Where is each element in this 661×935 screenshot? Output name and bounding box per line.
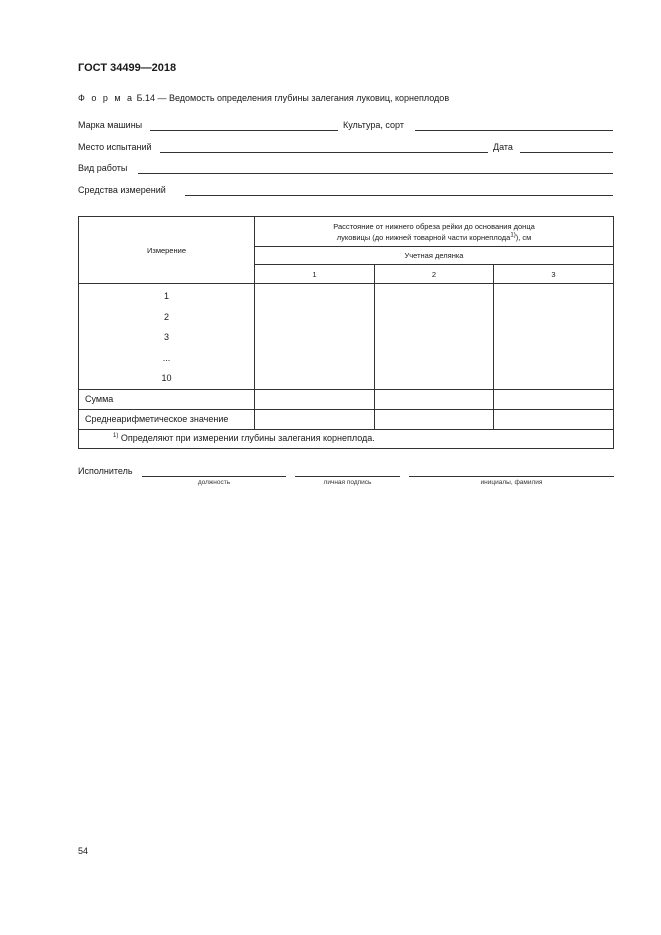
- date-label: Дата: [493, 142, 513, 152]
- plot-2-values-cell[interactable]: [375, 284, 494, 390]
- name-caption: инициалы, фамилия: [480, 479, 543, 486]
- footnote-mark: 1): [113, 433, 119, 439]
- test-place-label: Место испытаний: [78, 142, 152, 152]
- measurement-3: 3: [163, 332, 169, 342]
- distance-header: [255, 217, 614, 247]
- sum-plot-2-cell[interactable]: [375, 389, 494, 409]
- culture-line[interactable]: [415, 120, 613, 131]
- page-number: 54: [78, 846, 89, 856]
- signature-line[interactable]: [295, 466, 400, 477]
- plot-header: Учетная делянка: [255, 247, 614, 265]
- measuring-tools-label: Средства измерений: [78, 185, 166, 195]
- field-row-work-type: [78, 163, 613, 177]
- mean-plot-3-cell[interactable]: [494, 409, 614, 429]
- culture-label: Культура, сорт: [343, 120, 404, 130]
- name-line[interactable]: [409, 466, 614, 477]
- measurement-1: 1: [163, 291, 169, 301]
- position-line[interactable]: [142, 466, 286, 477]
- field-row-place-date: [78, 142, 613, 156]
- position-caption: должность: [197, 479, 231, 486]
- machine-brand-line[interactable]: [150, 120, 338, 131]
- mean-label: Среднеарифметическое значение: [79, 409, 255, 429]
- field-row-machine-culture: [78, 120, 613, 134]
- work-type-line[interactable]: [138, 163, 613, 174]
- plot-number-2: 2: [375, 265, 494, 284]
- field-row-measuring-tools: [78, 185, 613, 199]
- mean-plot-2-cell[interactable]: [375, 409, 494, 429]
- signature-caption: личная подпись: [323, 479, 372, 486]
- date-line[interactable]: [520, 142, 613, 153]
- distance-header-line2: луковицы (до нижней товарной части корнеплода: [336, 232, 511, 242]
- form-title: [78, 93, 449, 103]
- plot-number-1: 1: [255, 265, 375, 284]
- distance-header-footnote-mark: 1): [510, 232, 516, 238]
- executor-label: Исполнитель: [78, 466, 133, 476]
- sum-plot-1-cell[interactable]: [255, 389, 375, 409]
- form-title-text: Б.14 — Ведомость определения глубины залегания луковиц, корнеплодов: [134, 93, 450, 103]
- measuring-tools-line[interactable]: [185, 185, 613, 196]
- document-code: ГОСТ 34499—2018: [78, 62, 177, 74]
- plot-3-values-cell[interactable]: [494, 284, 614, 390]
- work-type-label: Вид работы: [78, 163, 128, 173]
- sum-plot-3-cell[interactable]: [494, 389, 614, 409]
- test-place-line[interactable]: [160, 142, 488, 153]
- measurement-ellipsis: ...: [162, 352, 171, 363]
- table-footnote: [79, 429, 614, 448]
- measurement-column-header: Измерение: [79, 217, 255, 284]
- form-prefix: Ф о р м а: [78, 93, 135, 103]
- distance-header-line1: Расстояние от нижнего обреза рейки до основания донца: [333, 221, 535, 231]
- mean-plot-1-cell[interactable]: [255, 409, 375, 429]
- measurement-10: 10: [161, 373, 172, 383]
- footnote-text: Определяют при измерении глубины залегания корнеплода.: [118, 433, 375, 443]
- measurement-2: 2: [163, 311, 169, 322]
- distance-header-unit: ), см: [515, 232, 532, 242]
- plot-number-3: 3: [494, 265, 614, 284]
- machine-brand-label: Марка машины: [78, 120, 143, 130]
- measurement-table: [78, 216, 614, 449]
- sum-label: Сумма: [79, 389, 255, 409]
- measurement-numbers: [79, 284, 255, 390]
- plot-1-values-cell[interactable]: [255, 284, 375, 390]
